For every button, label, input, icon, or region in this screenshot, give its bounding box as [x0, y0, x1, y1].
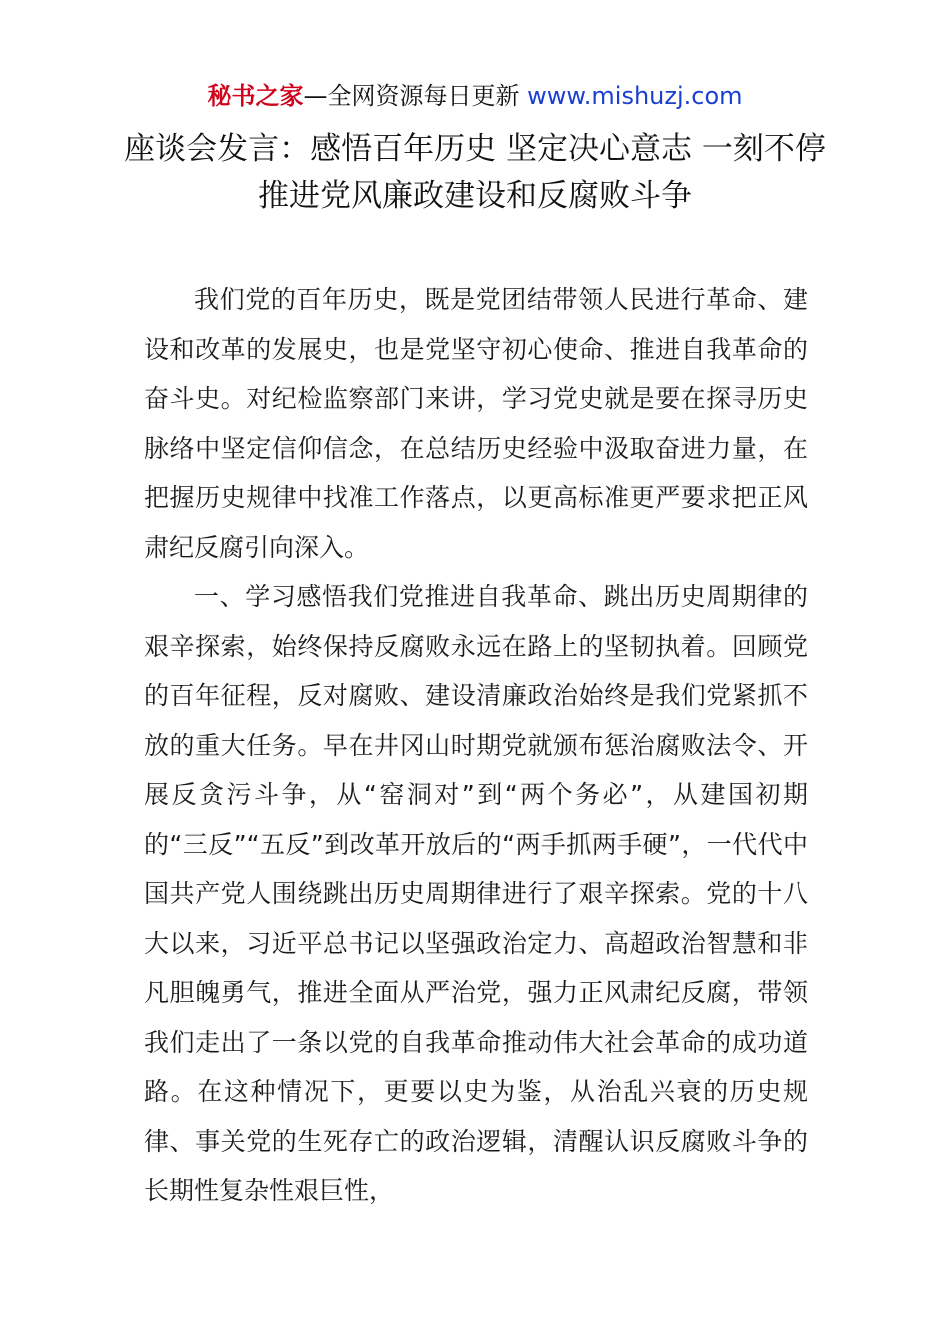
site-url-link[interactable]: www.mishuzj.com	[527, 82, 743, 110]
paragraph-intro: 我们党的百年历史，既是党团结带领人民进行革命、建设和改革的发展史，也是党坚守初心使命、推进自我革命的奋斗史。对纪检监察部门来讲，学习党史就是要在探寻历史脉络中坚定信仰信念，在总结历史经验中汲取奋进力量，在把握历史规律中找准工作落点，以更高标准更严要求把正风肃纪反腐引向深入。	[144, 285, 808, 562]
document-title: 座谈会发言：感悟百年历史 坚定决心意志 一刻不停推进党风廉政建设和反腐败斗争	[124, 131, 826, 214]
document-body	[144, 275, 808, 1216]
paragraph-section-one: 一、学习感悟我们党推进自我革命、跳出历史周期律的艰辛探索，始终保持反腐败永远在路上的坚韧执着。回顾党的百年征程，反对腐败、建设清廉政治始终是我们党紧抓不放的重大任务。早在井冈山时期党就颁布惩治腐败法令、开展反贪污斗争，从“窑洞对”到“两个务必”，从建国初期的“三反”“五反”到改革开放后的“两手抓两手硬”，一代代中国共产党人围绕跳出历史周期律进行了艰辛探索。党的十八大以来，习近平总书记以坚强政治定力、高超政治智慧和非凡胆魄勇气，推进全面从严治党，强力正风肃纪反腐，带领我们走出了一条以党的自我革命推动伟大社会革命的成功道路。在这种情况下，更要以史为鉴，从治乱兴衰的历史规律、事关党的生死存亡的政治逻辑，清醒认识反腐败斗争的长期性复杂性艰巨性，	[144, 582, 808, 1205]
site-name: 秘书之家	[207, 82, 304, 110]
site-tagline: —全网资源每日更新	[303, 82, 528, 110]
site-header	[0, 80, 950, 112]
